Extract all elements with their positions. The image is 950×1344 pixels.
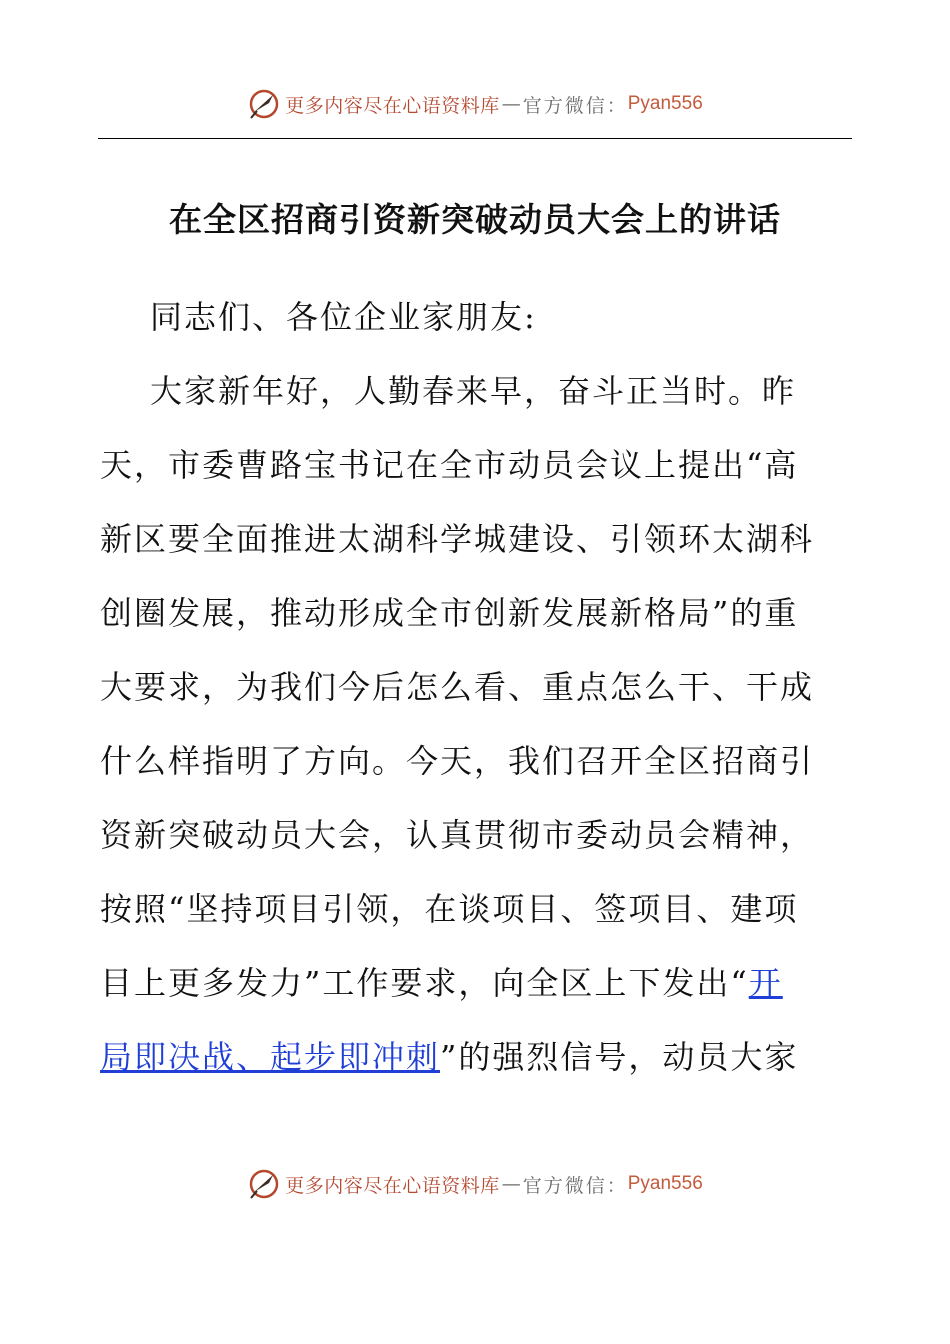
footer-banner — [0, 1164, 950, 1204]
header-site-text: 更多内容尽在心语资料库 — [285, 94, 500, 117]
slogan-link-start[interactable]: 开 — [748, 964, 783, 1002]
body-line: 天，市委曹路宝书记在全市动员会议上提出“高 — [100, 446, 799, 484]
body-line-text: ”的强烈信号，动员大家 — [440, 1038, 799, 1076]
footer-wechat-id: Pyan556 — [627, 1173, 703, 1194]
body-line: 什么样指明了方向。今天，我们召开全区招商引 — [100, 742, 815, 780]
salutation-line: 同志们、各位企业家朋友: — [150, 298, 537, 336]
body-line — [100, 958, 783, 1008]
footer-wechat-label: 官方微信： — [522, 1174, 628, 1197]
header-separator: — — [501, 93, 521, 115]
footer-separator: — — [501, 1173, 521, 1195]
body-line-text: 目上更多发力”工作要求，向全区上下发出“ — [100, 964, 749, 1002]
quill-logo-icon — [247, 87, 281, 121]
header-banner — [0, 84, 950, 124]
body-line: 新区要全面推进太湖科学城建设、引领环太湖科 — [100, 520, 815, 558]
body-line: 创圈发展，推动形成全市创新发展新格局”的重 — [100, 594, 799, 632]
document-title: 在全区招商引资新突破动员大会上的讲话 — [169, 200, 781, 239]
header-wechat-id: Pyan556 — [627, 93, 703, 114]
footer-site-text: 更多内容尽在心语资料库 — [285, 1174, 500, 1197]
body-line: 按照“坚持项目引领，在谈项目、签项目、建项 — [100, 890, 799, 928]
body-line: 大家新年好，人勤春来早，奋斗正当时。昨 — [150, 372, 797, 410]
body-line: 资新突破动员大会，认真贯彻市委动员会精神， — [100, 816, 815, 854]
header-divider — [98, 138, 852, 139]
body-line — [100, 1032, 798, 1082]
quill-logo-icon — [247, 1167, 281, 1201]
header-wechat-label: 官方微信： — [522, 94, 628, 117]
body-line: 大要求，为我们今后怎么看、重点怎么干、干成 — [100, 668, 815, 706]
slogan-link[interactable]: 局即决战、起步即冲刺 — [100, 1038, 441, 1076]
